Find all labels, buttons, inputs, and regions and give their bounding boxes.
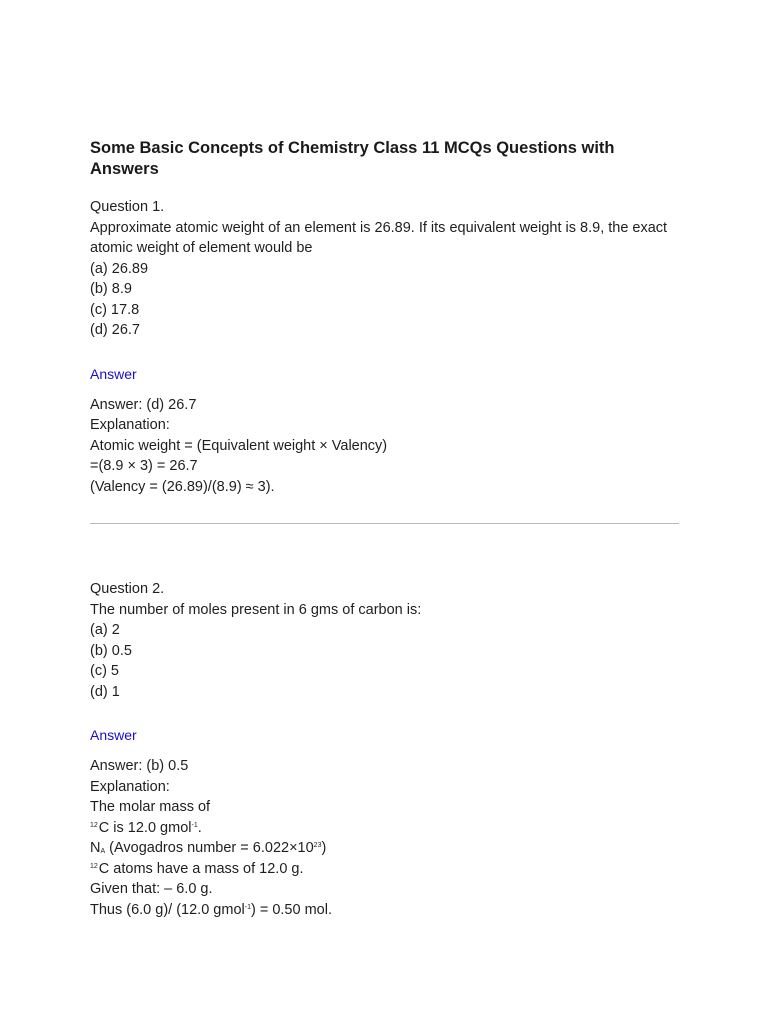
question-2-explanation-line: The molar mass of bbox=[90, 799, 211, 815]
question-2-explanation-line bbox=[90, 838, 680, 859]
question-2-option-a: (a) 2 bbox=[90, 622, 120, 638]
question-1-option-d: (d) 26.7 bbox=[90, 322, 140, 338]
question-2-option-c: (c) 5 bbox=[90, 663, 119, 679]
question-1-option-a: (a) 26.89 bbox=[90, 260, 149, 277]
explanation-text: C atoms have a mass of 12.0 g. bbox=[98, 860, 304, 877]
question-2-option-d: (d) 1 bbox=[90, 683, 120, 700]
exponent-superscript: 23 bbox=[313, 842, 322, 849]
question-2-text: The number of moles present in 6 gms of carbon is: bbox=[90, 601, 422, 618]
question-1-label: Question 1. bbox=[90, 199, 165, 215]
explanation-text: N bbox=[90, 840, 101, 856]
subscript: A bbox=[100, 848, 106, 855]
question-1-explanation-line: Atomic weight = (Equivalent weight × Valency) bbox=[90, 437, 388, 454]
question-1-text: Approximate atomic weight of an element is 26.89. If its equivalent weight is 8.9, the exact atomic weight of element would be bbox=[90, 219, 668, 256]
explanation-text: C is 12.0 gmol bbox=[98, 819, 192, 836]
question-2-label: Question 2. bbox=[90, 581, 165, 597]
explanation-text: ) = 0.50 mol. bbox=[250, 901, 332, 918]
question-2-option-b: (b) 0.5 bbox=[90, 642, 132, 659]
explanation-text: . bbox=[197, 819, 202, 836]
question-2-explanation-line: Given that: – 6.0 g. bbox=[90, 881, 213, 897]
explanation-text: ) bbox=[321, 840, 327, 856]
question-2-explanation-line bbox=[90, 859, 680, 880]
section-divider bbox=[90, 523, 679, 524]
document-page bbox=[90, 138, 680, 920]
question-1 bbox=[90, 197, 680, 497]
question-1-explanation-line: =(8.9 × 3) = 26.7 bbox=[90, 458, 198, 474]
question-2-answer-link[interactable]: Answer bbox=[90, 727, 137, 743]
question-2-explanation-line bbox=[90, 818, 680, 839]
question-1-answer-link[interactable]: Answer bbox=[90, 365, 137, 382]
page-title: Some Basic Concepts of Chemistry Class 11 MCQs Questions with Answers bbox=[90, 139, 615, 178]
question-1-option-c: (c) 17.8 bbox=[90, 301, 140, 318]
question-2-explanation-label: Explanation: bbox=[90, 778, 170, 795]
question-2 bbox=[90, 579, 680, 920]
explanation-text: Thus (6.0 g)/ (12.0 gmol bbox=[90, 901, 245, 918]
explanation-text: (Avogadros number = 6.022×10 bbox=[105, 840, 314, 856]
question-2-explanation-line bbox=[90, 900, 680, 921]
isotope-superscript: 12 bbox=[90, 862, 98, 870]
question-1-explanation-line: (Valency = (26.89)/(8.9) ≈ 3). bbox=[90, 478, 275, 495]
question-1-explanation-label: Explanation: bbox=[90, 417, 170, 433]
exponent-superscript: -1 bbox=[191, 821, 198, 829]
question-1-answer: Answer: (d) 26.7 bbox=[90, 396, 197, 413]
question-1-option-b: (b) 8.9 bbox=[90, 281, 132, 297]
question-2-answer: Answer: (b) 0.5 bbox=[90, 758, 189, 774]
isotope-superscript: 12 bbox=[90, 821, 98, 829]
exponent-superscript: -1 bbox=[244, 903, 251, 911]
